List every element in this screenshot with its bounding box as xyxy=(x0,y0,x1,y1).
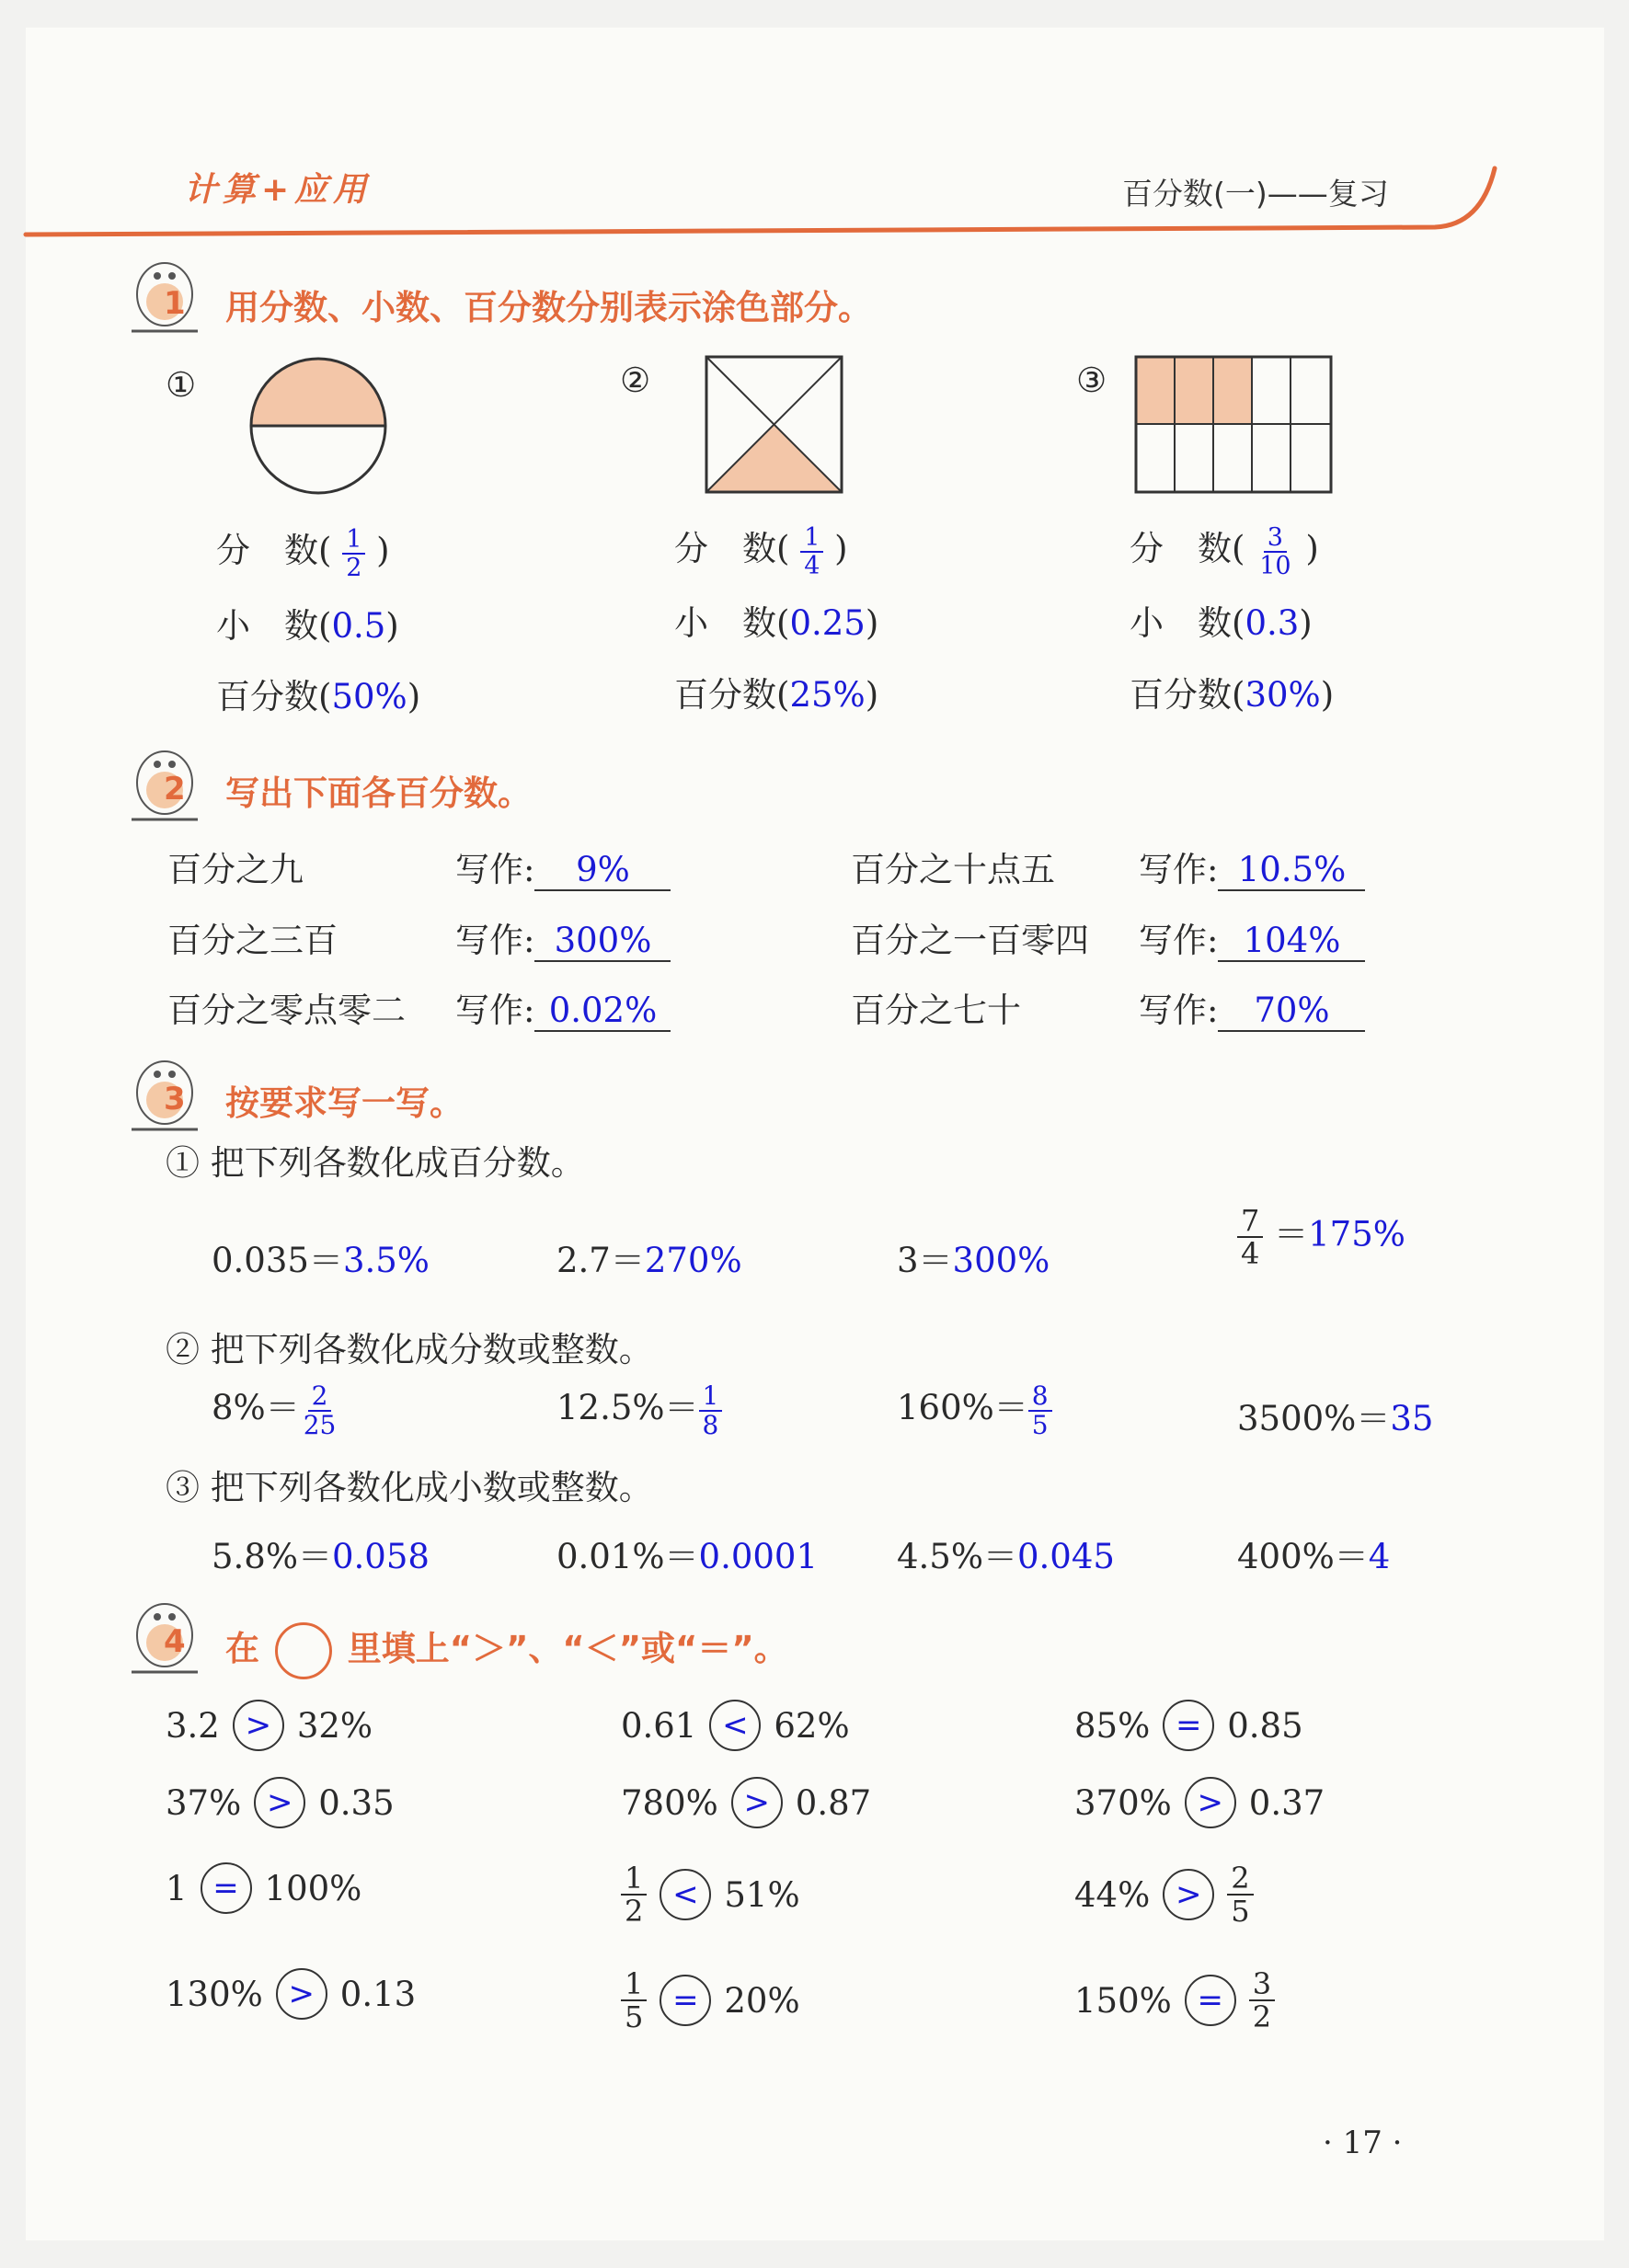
s2-left-prompt: 百分之零点零二 xyxy=(167,991,406,1030)
comparison-circle[interactable]: = xyxy=(1185,1975,1236,2026)
bird-badge-icon xyxy=(124,1591,201,1679)
comparison-circle[interactable]: = xyxy=(201,1862,252,1914)
header-right-title: 百分数(一)——复习 xyxy=(1122,176,1389,212)
section2-title: 写出下面各百分数。 xyxy=(225,773,532,813)
comparison-circle[interactable]: > xyxy=(233,1700,284,1751)
header-left-title: 计算+应用 xyxy=(184,171,373,209)
s2-right-answer: 104% xyxy=(1218,921,1365,962)
s2-right-write: 写作: 70% xyxy=(1139,982,1365,1032)
s2-left-answer: 9% xyxy=(534,850,671,891)
item2-decimal-row: 小 数(0.25) xyxy=(674,603,879,643)
item1-fraction-row: 分 数( $\frac{1}{2}$ ) xyxy=(216,524,390,582)
comparison-circle[interactable]: > xyxy=(1163,1869,1214,1920)
bird-badge-icon xyxy=(124,250,201,338)
s3p2-item2: 12.5%＝ $\frac{1}{8}$ xyxy=(556,1380,722,1439)
comparison-item: 370% > 0.37 xyxy=(1074,1777,1325,1828)
item1-fraction-answer: $\frac{1}{2}$ xyxy=(342,526,365,581)
s2-right-write: 写作: 10.5% xyxy=(1139,842,1365,891)
section3-part2-prompt: ② 把下列各数化成分数或整数。 xyxy=(166,1330,653,1369)
comparison-circle[interactable]: > xyxy=(254,1777,305,1828)
comparison-item: 780% > 0.87 xyxy=(621,1777,871,1828)
comparison-item: 130% > 0.13 xyxy=(166,1968,416,2020)
comparison-circle[interactable]: < xyxy=(660,1869,711,1920)
s3p1-item3: 3＝300% xyxy=(897,1241,1050,1280)
item2-percent-row: 百分数(25%) xyxy=(674,675,879,715)
s2-left-prompt: 百分之九 xyxy=(167,850,304,889)
item1-label: ① xyxy=(166,365,197,405)
s3p1-item2: 2.7＝270% xyxy=(556,1241,742,1280)
empty-circle-icon xyxy=(275,1622,332,1679)
s2-left-write: 写作: 9% xyxy=(455,842,671,891)
s3p1-item4: $\frac{7}{4}$ ＝175% xyxy=(1237,1205,1405,1269)
comparison-circle[interactable]: < xyxy=(709,1700,761,1751)
comparison-item: 0.61 < 62% xyxy=(621,1700,850,1751)
item2-label: ② xyxy=(620,361,651,400)
section3-part3-prompt: ③ 把下列各数化成小数或整数。 xyxy=(166,1468,653,1507)
s2-left-prompt: 百分之三百 xyxy=(167,921,338,960)
square-diagonal-figure xyxy=(704,354,846,497)
s2-right-answer: 70% xyxy=(1218,991,1365,1032)
bird-badge-icon xyxy=(124,1048,201,1137)
s2-left-write: 写作: 300% xyxy=(455,912,671,962)
comparison-item: 150% = $\frac{3}{2}$ xyxy=(1074,1968,1275,2033)
comparison-item: 85% = 0.85 xyxy=(1074,1700,1303,1751)
s3p3-item2: 0.01%＝0.0001 xyxy=(556,1537,819,1576)
item3-fraction-row: 分 数( $\frac{3}{10}$ ) xyxy=(1130,522,1319,580)
header-rule xyxy=(18,161,1509,244)
s2-right-write: 写作: 104% xyxy=(1139,912,1365,962)
comparison-circle[interactable]: = xyxy=(1163,1700,1214,1751)
item3-decimal-row: 小 数(0.3) xyxy=(1130,603,1313,643)
comparison-circle[interactable]: > xyxy=(1185,1777,1236,1828)
section3-part1-prompt: ① 把下列各数化成百分数。 xyxy=(166,1143,585,1183)
s2-left-write: 写作: 0.02% xyxy=(455,982,671,1032)
s3p2-item4: 3500%＝35 xyxy=(1237,1399,1434,1438)
comparison-item: 1 = 100% xyxy=(166,1862,361,1914)
section4-number: 4 xyxy=(164,1623,186,1660)
s3p3-item3: 4.5%＝0.045 xyxy=(897,1537,1115,1576)
comparison-item: 44% > $\frac{2}{5}$ xyxy=(1074,1862,1254,1927)
comparison-item: $\frac{1}{5}$ = 20% xyxy=(621,1968,800,2033)
section1-title: 用分数、小数、百分数分别表示涂色部分。 xyxy=(225,288,872,327)
item3-label: ③ xyxy=(1076,361,1107,400)
page-number: · 17 · xyxy=(1323,2125,1403,2161)
s2-left-answer: 0.02% xyxy=(534,991,671,1032)
item1-percent-row: 百分数(50%) xyxy=(216,677,421,716)
comparison-circle[interactable]: > xyxy=(731,1777,783,1828)
s2-right-prompt: 百分之十点五 xyxy=(851,850,1055,889)
item3-fraction-answer: $\frac{3}{10}$ xyxy=(1259,522,1291,580)
s2-right-prompt: 百分之一百零四 xyxy=(851,921,1089,960)
item2-fraction-row: 分 数( $\frac{1}{4}$ ) xyxy=(674,522,848,580)
s3p2-item3: 160%＝ $\frac{8}{5}$ xyxy=(897,1380,1052,1439)
comparison-item: $\frac{1}{2}$ < 51% xyxy=(621,1862,800,1927)
section3-title: 按要求写一写。 xyxy=(225,1083,464,1123)
section4-title: 在 里填上“＞”、“＜”或“＝”。 xyxy=(225,1621,788,1679)
comparison-circle[interactable]: = xyxy=(660,1975,711,2026)
section1-number: 1 xyxy=(164,285,186,322)
s3p3-item4: 400%＝4 xyxy=(1237,1537,1391,1576)
bird-badge-icon xyxy=(124,739,201,827)
comparison-item: 3.2 > 32% xyxy=(166,1700,373,1751)
s2-left-answer: 300% xyxy=(534,921,671,962)
s3p1-item1: 0.035＝3.5% xyxy=(212,1241,430,1280)
item3-percent-row: 百分数(30%) xyxy=(1130,675,1335,715)
section2-number: 2 xyxy=(164,771,186,808)
half-circle-figure xyxy=(247,354,394,501)
s3p3-item1: 5.8%＝0.058 xyxy=(212,1537,430,1576)
comparison-item: 37% > 0.35 xyxy=(166,1777,395,1828)
grid-figure xyxy=(1133,354,1336,497)
s2-right-answer: 10.5% xyxy=(1218,850,1365,891)
item2-fraction-answer: $\frac{1}{4}$ xyxy=(800,524,823,579)
s2-right-prompt: 百分之七十 xyxy=(851,991,1021,1030)
comparison-circle[interactable]: > xyxy=(276,1968,327,2020)
item1-decimal-row: 小 数(0.5) xyxy=(216,606,399,646)
section3-number: 3 xyxy=(164,1081,186,1117)
s3p2-item1: 8%＝ $\frac{2}{25}$ xyxy=(212,1380,337,1440)
